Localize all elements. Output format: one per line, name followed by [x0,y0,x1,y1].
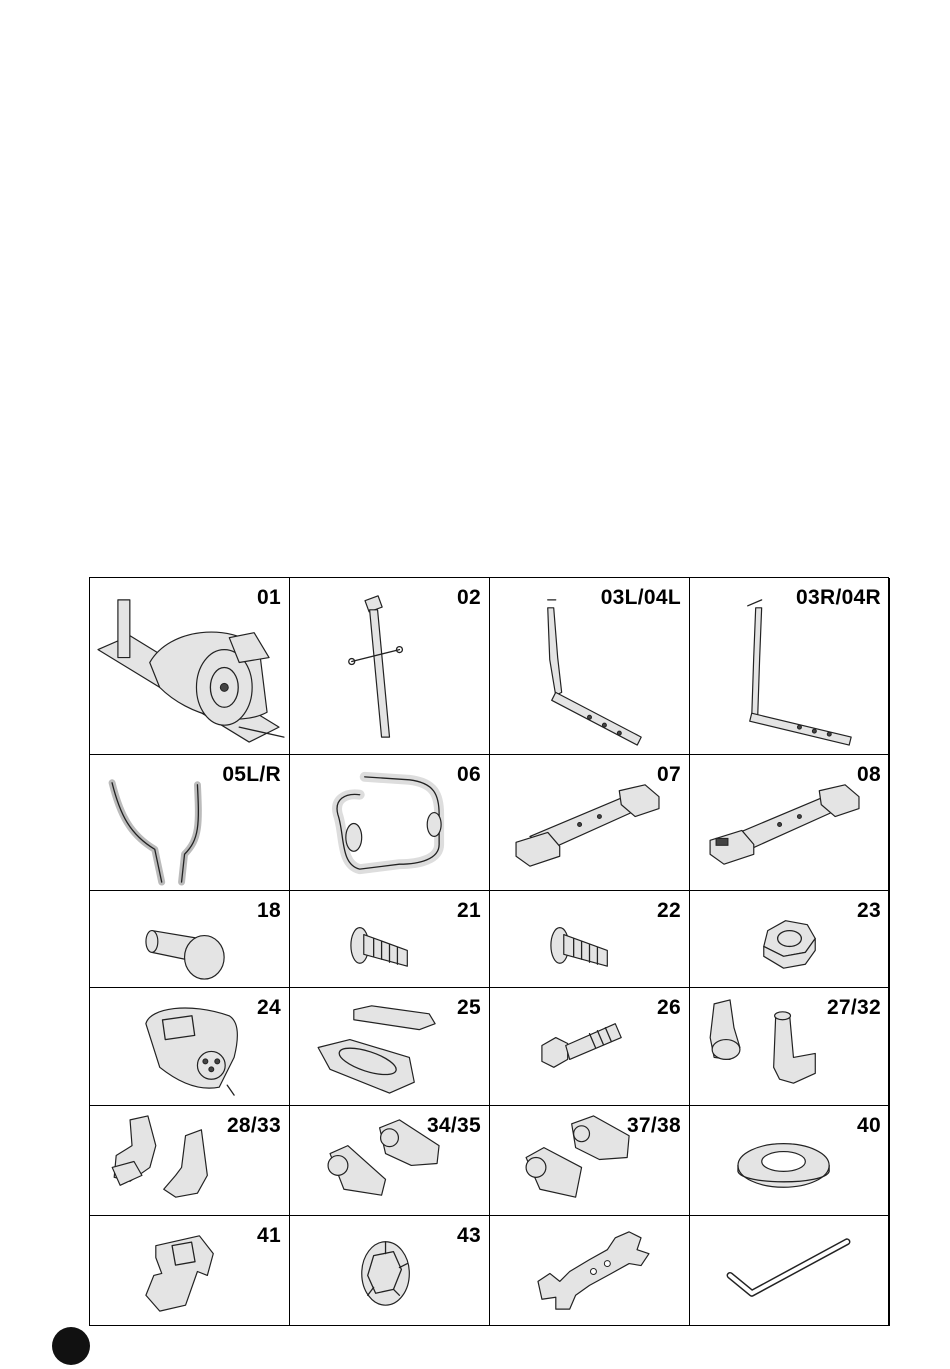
part-label: 27/32 [826,996,881,1019]
spanner-icon [490,1216,689,1325]
part-label: 08 [857,763,881,786]
part-cell [690,891,890,988]
console-mast-icon [290,578,489,754]
part-label: 34/35 [426,1114,481,1137]
part-cell [90,1216,290,1326]
part-label: 02 [457,586,481,609]
cap-icon [90,1216,289,1325]
right-pedal-arm-icon [690,578,889,754]
end-cap-icon [290,1216,489,1325]
part-label: 21 [457,899,481,922]
part-label: 26 [657,996,681,1019]
front-stabilizer-icon [490,755,689,890]
part-cell [290,988,490,1106]
computer-console-icon [90,988,289,1105]
part-label: 18 [257,899,281,922]
part-cell [290,1106,490,1216]
part-label: 43 [457,1224,481,1247]
pedal-cover-icon [290,988,489,1105]
left-pedal-arm-icon [490,578,689,754]
part-label: 06 [457,763,481,786]
part-cell [690,755,890,891]
hex-bolt-icon [490,988,689,1105]
part-cell [90,755,290,891]
part-cell [90,891,290,988]
part-cell [290,578,490,755]
page-marker [52,1327,90,1365]
part-label: 03R/04R [796,586,881,609]
cover-pair-icon [290,1106,489,1215]
part-label: 37/38 [626,1114,681,1137]
part-cell [690,988,890,1106]
rear-stabilizer-icon [690,755,889,890]
part-cell [490,891,690,988]
part-label: 28/33 [226,1114,281,1137]
part-cell [690,1216,890,1326]
part-cell [490,1106,690,1216]
short-bolt-icon [290,891,489,987]
parts-table [89,577,889,1326]
cover-pair-icon [690,988,889,1105]
axle-pin-icon [90,891,289,987]
washer-icon [690,1106,889,1215]
part-cell [490,988,690,1106]
part-cell [290,1216,490,1326]
fixed-handlebar-icon [290,755,489,890]
part-label: 03L/04L [600,586,681,609]
part-label: 41 [257,1224,281,1247]
part-label: 25 [457,996,481,1019]
elliptical-frame-icon [90,578,289,754]
part-cell [290,891,490,988]
part-label: 40 [857,1114,881,1137]
part-cell [490,1216,690,1326]
part-label: 05L/R [222,763,281,786]
nut-icon [690,891,889,987]
part-label: 23 [857,899,881,922]
part-cell [90,988,290,1106]
handlebar-pair-icon [90,755,289,890]
short-bolt-icon [490,891,689,987]
part-cell [490,755,690,891]
cover-pair-icon [90,1106,289,1215]
part-cell [90,1106,290,1216]
part-label: 24 [257,996,281,1019]
cover-pair-icon [490,1106,689,1215]
part-cell [690,578,890,755]
part-cell [490,578,690,755]
part-cell [90,578,290,755]
part-cell [690,1106,890,1216]
part-label: 01 [257,586,281,609]
part-label: 07 [657,763,681,786]
part-label: 22 [657,899,681,922]
allen-key-icon [690,1216,889,1325]
part-cell [290,755,490,891]
